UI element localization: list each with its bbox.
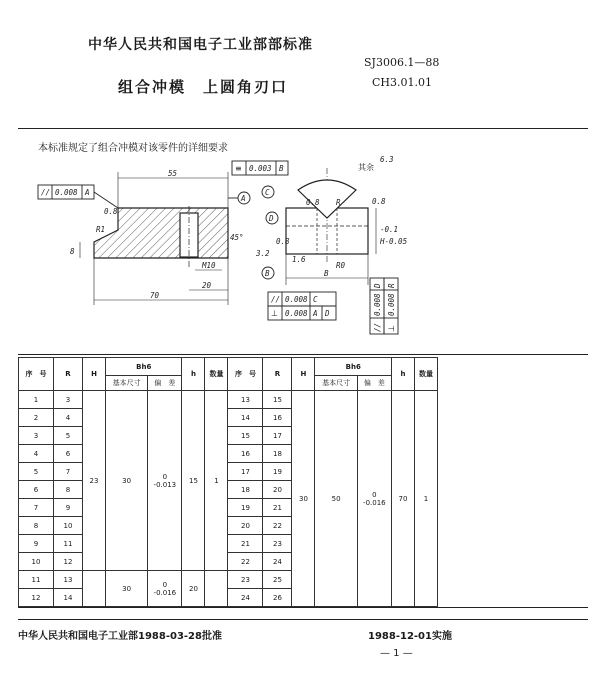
rough-rest-val: 6.3: [380, 155, 394, 164]
tol-ref-3: C: [313, 295, 318, 304]
dev-bot: -0.016: [153, 588, 177, 597]
cell-b-dev: [148, 571, 182, 607]
dev-top: 0: [372, 490, 377, 499]
dim-70: 70: [150, 291, 160, 300]
table-bottom-rule: [18, 607, 588, 608]
cell-seq2: 17: [228, 463, 263, 481]
cell-b-dev2: [357, 391, 391, 607]
cell-b-dev: [148, 391, 182, 571]
cell-hbig2: 30: [292, 391, 315, 607]
standard-code: SJ3006.1—88: [364, 56, 440, 69]
cell-r2: 19: [263, 463, 292, 481]
dev-top: 0: [162, 472, 168, 481]
intro-text: 本标准规定了组合冲模对该零件的详细要求: [38, 143, 228, 154]
tol-val-3: 0.008: [285, 295, 308, 304]
cell-r2: 24: [263, 553, 292, 571]
col-b2: Bh6: [315, 358, 392, 376]
cell-seq: 1: [19, 391, 54, 409]
dev-top: 0: [162, 580, 168, 589]
page-title: 组合冲模 上圆角刃口: [118, 78, 289, 96]
cell-seq2: 16: [228, 445, 263, 463]
cell-r2: 21: [263, 499, 292, 517]
cell-h2: 70: [392, 391, 415, 607]
dim-20: 20: [202, 281, 212, 290]
cell-r2: 18: [263, 445, 292, 463]
cell-seq2: 15: [228, 427, 263, 445]
tol-sym-2: ≡: [235, 164, 242, 173]
cell-hbig: 23: [83, 391, 106, 571]
cell-qty: 1: [205, 391, 228, 571]
cell-qty2: 1: [415, 391, 438, 607]
ministry-standard-heading: 中华人民共和国电子工业部部标准: [88, 37, 313, 53]
cell-h: 20: [182, 571, 205, 607]
datum-c: C: [265, 188, 270, 197]
table-row: [19, 391, 438, 409]
cell-r2: 17: [263, 427, 292, 445]
table-top-rule: [18, 354, 588, 355]
tol-ref-1: A: [85, 188, 90, 197]
dim-m10: M10: [202, 261, 216, 270]
cell-seq: 7: [19, 499, 54, 517]
dev-bot: -0.016: [363, 498, 386, 507]
col-qty: 数量: [205, 358, 228, 391]
cell-r2: 26: [263, 589, 292, 607]
cell-r2: 23: [263, 535, 292, 553]
tol-val-5: 0.008: [373, 293, 382, 316]
rough-rest-note: 其余: [358, 163, 374, 172]
cell-seq: 3: [19, 427, 54, 445]
col-b-dev: 偏 差: [148, 376, 182, 391]
cell-r: 11: [54, 535, 83, 553]
rough-bottom: 1.6: [292, 255, 306, 264]
dim-h: H-0.05: [380, 237, 408, 246]
dim-55: 55: [168, 169, 178, 178]
col-h: h: [182, 358, 205, 391]
cell-r: 9: [54, 499, 83, 517]
dim-b: B: [324, 269, 329, 278]
page-number: — 1 —: [380, 648, 413, 659]
col-seq: 序 号: [19, 358, 54, 391]
rough-chamfer: 45°: [230, 233, 244, 242]
dim-h2: -0.1: [380, 225, 399, 234]
tol-ref-4b: D: [325, 309, 330, 318]
col-hbig2: H: [292, 358, 315, 391]
cell-r2: 20: [263, 481, 292, 499]
cell-r: 13: [54, 571, 83, 589]
cell-hbig-empty: [83, 571, 106, 607]
datum-d: D: [269, 214, 274, 223]
cell-seq2: 18: [228, 481, 263, 499]
cell-seq2: 19: [228, 499, 263, 517]
col-b-dev2: 偏 差: [357, 376, 391, 391]
cell-r: 5: [54, 427, 83, 445]
col-b-base2: 基本尺寸: [315, 376, 357, 391]
rough-right: 0.8: [372, 197, 386, 206]
dim-r1: R1: [96, 225, 106, 234]
col-r: R: [54, 358, 83, 391]
dev-bot: -0.013: [153, 480, 177, 489]
dim-8: 8: [70, 247, 75, 256]
tol-sym-1: //: [41, 188, 51, 197]
rough-left: 0.8: [104, 207, 118, 216]
tol-sym-4: ⊥: [271, 309, 278, 318]
cell-seq: 8: [19, 517, 54, 535]
effective-date: 1988-12-01实施: [368, 631, 452, 642]
tol-val-4: 0.008: [285, 309, 308, 318]
tol-ref-6: R: [387, 283, 396, 288]
cell-seq: 9: [19, 535, 54, 553]
cell-seq: 4: [19, 445, 54, 463]
cell-r: 10: [54, 517, 83, 535]
tol-ref-2: B: [279, 164, 284, 173]
cell-r2: 16: [263, 409, 292, 427]
cell-r: 12: [54, 553, 83, 571]
tol-ref-5: D: [373, 283, 382, 288]
rough-lower: 3.2: [256, 249, 270, 258]
cell-r2: 22: [263, 517, 292, 535]
col-h2: h: [392, 358, 415, 391]
col-b: Bh6: [106, 358, 182, 376]
tol-sym-5: //: [373, 322, 382, 332]
cell-seq2: 13: [228, 391, 263, 409]
cell-h: 15: [182, 391, 205, 571]
cell-r: 3: [54, 391, 83, 409]
cell-b-base: 30: [106, 391, 148, 571]
dim-r0: R0: [336, 261, 346, 270]
tol-val-6: 0.008: [387, 293, 396, 316]
cell-seq: 11: [19, 571, 54, 589]
cell-seq2: 23: [228, 571, 263, 589]
cell-r2: 15: [263, 391, 292, 409]
cell-seq2: 24: [228, 589, 263, 607]
tol-sym-6: ⊥: [387, 325, 396, 332]
cell-r2: 25: [263, 571, 292, 589]
tol-sym-3: //: [271, 295, 281, 304]
tol-ref-4: A: [313, 309, 318, 318]
col-seq2: 序 号: [228, 358, 263, 391]
cell-seq: 10: [19, 553, 54, 571]
cell-seq: 6: [19, 481, 54, 499]
col-b-base: 基本尺寸: [106, 376, 148, 391]
spec-table: [18, 357, 438, 607]
footer-rule: [18, 619, 588, 620]
rough-arc: 0.8: [306, 198, 320, 207]
col-r2: R: [263, 358, 292, 391]
cell-seq2: 22: [228, 553, 263, 571]
datum-a: A: [241, 194, 246, 203]
cell-r: 4: [54, 409, 83, 427]
cell-seq2: 14: [228, 409, 263, 427]
cell-seq: 5: [19, 463, 54, 481]
cell-r: 14: [54, 589, 83, 607]
classification-code: CH3.01.01: [372, 76, 432, 89]
cell-seq2: 20: [228, 517, 263, 535]
dim-r: R: [336, 198, 341, 207]
cell-r: 7: [54, 463, 83, 481]
cell-qty-empty: [205, 571, 228, 607]
cell-r: 8: [54, 481, 83, 499]
cell-seq2: 21: [228, 535, 263, 553]
cell-seq: 2: [19, 409, 54, 427]
col-hbig: H: [83, 358, 106, 391]
approval-note: 中华人民共和国电子工业部1988-03-28批准: [18, 631, 222, 642]
cell-b-base: 30: [106, 571, 148, 607]
tol-val-1: 0.008: [55, 188, 78, 197]
col-qty2: 数量: [415, 358, 438, 391]
side-view: [286, 168, 376, 285]
tol-val-2: 0.003: [249, 164, 272, 173]
rough-side: 0.8: [276, 237, 290, 246]
cell-seq: 12: [19, 589, 54, 607]
datum-b: B: [265, 269, 270, 278]
cell-r: 6: [54, 445, 83, 463]
cell-b-base2: 50: [315, 391, 357, 607]
